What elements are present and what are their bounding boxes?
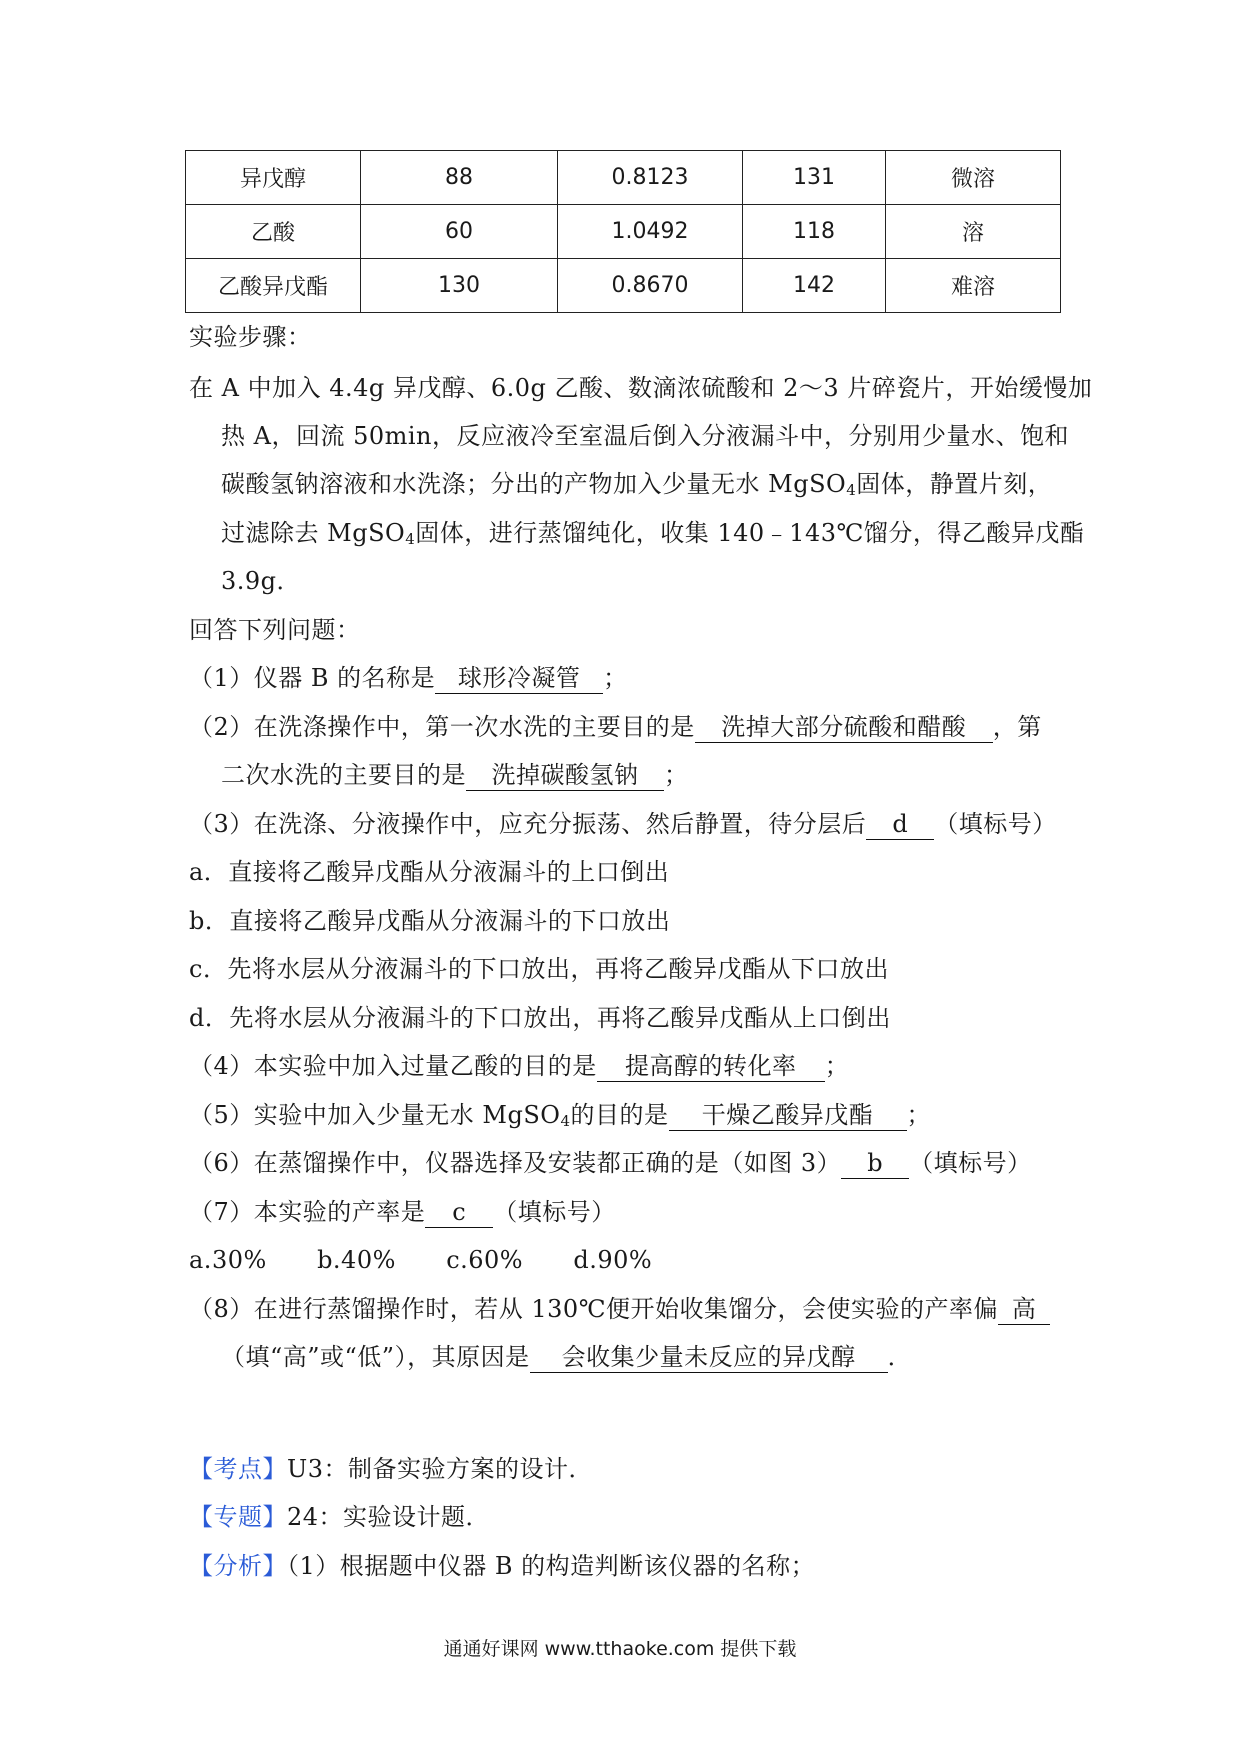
option: a.30% — [189, 1246, 267, 1274]
question-text: （2）在洗涤操作中，第一次水洗的主要目的是 — [189, 713, 695, 741]
question-1 — [189, 661, 628, 695]
question-text: （填标号） — [934, 810, 1057, 838]
answer-blank: c — [425, 1197, 493, 1228]
question-text: （1）仪器 B 的名称是 — [189, 664, 436, 692]
question-5 — [189, 1098, 931, 1138]
table-cell: 0.8670 — [558, 259, 743, 313]
answer-blank: 高 — [998, 1294, 1050, 1325]
question-text: ； — [603, 664, 628, 692]
table-cell: 0.8123 — [558, 151, 743, 205]
step-text: 碳酸氢钠溶液和水洗涤；分出的产物加入少量无水 MgSO — [221, 470, 847, 498]
option: c.60% — [446, 1246, 524, 1274]
table-row — [186, 205, 1061, 259]
kaodian-text: U3：制备实验方案的设计． — [287, 1455, 593, 1483]
subscript: 4 — [405, 530, 416, 548]
answer-blank: 会收集少量未反应的异戊醇 — [530, 1342, 888, 1373]
step-line: 热 A，回流 50min，反应液冷至室温后倒入分液漏斗中，分别用少量水、饱和 — [221, 422, 1070, 450]
option-d: d．先将水层从分液漏斗的下口放出，再将乙酸异戊酯从上口倒出 — [189, 1004, 891, 1032]
fenxi-text: （1）根据题中仪器 B 的构造判断该仪器的名称； — [287, 1552, 816, 1580]
fenxi — [189, 1549, 815, 1583]
zhuanti-tag: 【专题】 — [189, 1503, 287, 1531]
question-text: （8）在进行蒸馏操作时，若从 130℃便开始收集馏分，会使实验的产率偏 — [189, 1295, 999, 1323]
step-line — [221, 516, 1084, 556]
question-text: （填标号） — [493, 1198, 616, 1226]
question-text: ； — [664, 761, 689, 789]
steps-heading: 实验步骤： — [189, 323, 312, 351]
answer-blank: 提高醇的转化率 — [597, 1051, 825, 1082]
question-7-options — [189, 1243, 652, 1277]
option-c: c．先将水层从分液漏斗的下口放出，再将乙酸异戊酯从下口放出 — [189, 955, 889, 983]
question-3 — [189, 807, 1057, 841]
question-text: 的目的是 — [570, 1101, 669, 1129]
question-2 — [189, 710, 1042, 744]
answer-blank: 干燥乙酸异戊酯 — [669, 1100, 907, 1131]
option-a: a．直接将乙酸异戊酯从分液漏斗的上口倒出 — [189, 858, 670, 886]
answer-blank: 洗掉碳酸氢钠 — [466, 760, 664, 791]
option: d.90% — [573, 1246, 653, 1274]
question-7 — [189, 1195, 616, 1229]
table-cell: 88 — [361, 151, 558, 205]
question-text: （填“高”或“低”），其原因是 — [221, 1343, 530, 1371]
step-text: 固体，静置片刻， — [856, 470, 1053, 498]
question-text: （3）在洗涤、分液操作中，应充分振荡、然后静置，待分层后 — [189, 810, 867, 838]
step-text: 过滤除去 MgSO — [221, 519, 406, 547]
answer-blank: b — [841, 1148, 909, 1179]
table-cell: 难溶 — [886, 259, 1061, 313]
answer-blank: d — [866, 809, 934, 840]
table-row — [186, 259, 1061, 313]
table-cell: 溶 — [886, 205, 1061, 259]
kaodian — [189, 1452, 593, 1486]
question-8 — [189, 1292, 1050, 1326]
step-line: 在 A 中加入 4.4g 异戊醇、6.0g 乙酸、数滴浓硫酸和 2～3 片碎瓷片，开始缓慢加 — [189, 374, 1093, 402]
table-cell: 异戊醇 — [186, 151, 361, 205]
step-text: 固体，进行蒸馏纯化，收集 140﹣143℃馏分，得乙酸异戊酯 — [415, 519, 1085, 547]
question-text: （4）本实验中加入过量乙酸的目的是 — [189, 1052, 597, 1080]
answer-blank: 洗掉大部分硫酸和醋酸 — [695, 712, 993, 743]
zhuanti-text: 24：实验设计题． — [287, 1503, 491, 1531]
table-row — [186, 151, 1061, 205]
table-cell: 60 — [361, 205, 558, 259]
table-cell: 131 — [743, 151, 886, 205]
questions-heading: 回答下列问题： — [189, 616, 361, 644]
question-text: （6）在蒸馏操作中，仪器选择及安装都正确的是（如图 3） — [189, 1149, 842, 1177]
step-line — [221, 467, 1052, 507]
table-cell: 142 — [743, 259, 886, 313]
subscript: 4 — [560, 1112, 571, 1130]
properties-table — [185, 150, 1061, 313]
option-b: b．直接将乙酸异戊酯从分液漏斗的下口放出 — [189, 907, 671, 935]
question-8-cont — [221, 1340, 912, 1374]
option: b.40% — [317, 1246, 396, 1274]
question-text: ； — [824, 1052, 850, 1080]
question-6 — [189, 1146, 1032, 1180]
kaodian-tag: 【考点】 — [189, 1455, 287, 1483]
step-line: 3.9g． — [221, 567, 302, 595]
table-cell: 118 — [743, 205, 886, 259]
question-text: ． — [887, 1343, 913, 1371]
subscript: 4 — [846, 481, 857, 499]
table-cell: 1.0492 — [558, 205, 743, 259]
table-cell: 乙酸异戊酯 — [186, 259, 361, 313]
answer-blank: 球形冷凝管 — [435, 663, 603, 694]
question-4 — [189, 1049, 849, 1083]
fenxi-tag: 【分析】 — [189, 1552, 287, 1580]
table-cell: 130 — [361, 259, 558, 313]
table-cell: 微溶 — [886, 151, 1061, 205]
table-cell: 乙酸 — [186, 205, 361, 259]
question-text: （7）本实验的产率是 — [189, 1198, 426, 1226]
question-2-cont — [221, 758, 689, 792]
footer: 通通好课网 www.tthaoke.com 提供下载 — [443, 1638, 797, 1660]
question-text: （填标号） — [909, 1149, 1032, 1177]
question-text: 二次水洗的主要目的是 — [221, 761, 466, 789]
question-text: ，第 — [992, 713, 1042, 741]
zhuanti — [189, 1500, 490, 1534]
question-text: （5）实验中加入少量无水 MgSO — [189, 1101, 561, 1129]
question-text: ； — [906, 1101, 931, 1129]
